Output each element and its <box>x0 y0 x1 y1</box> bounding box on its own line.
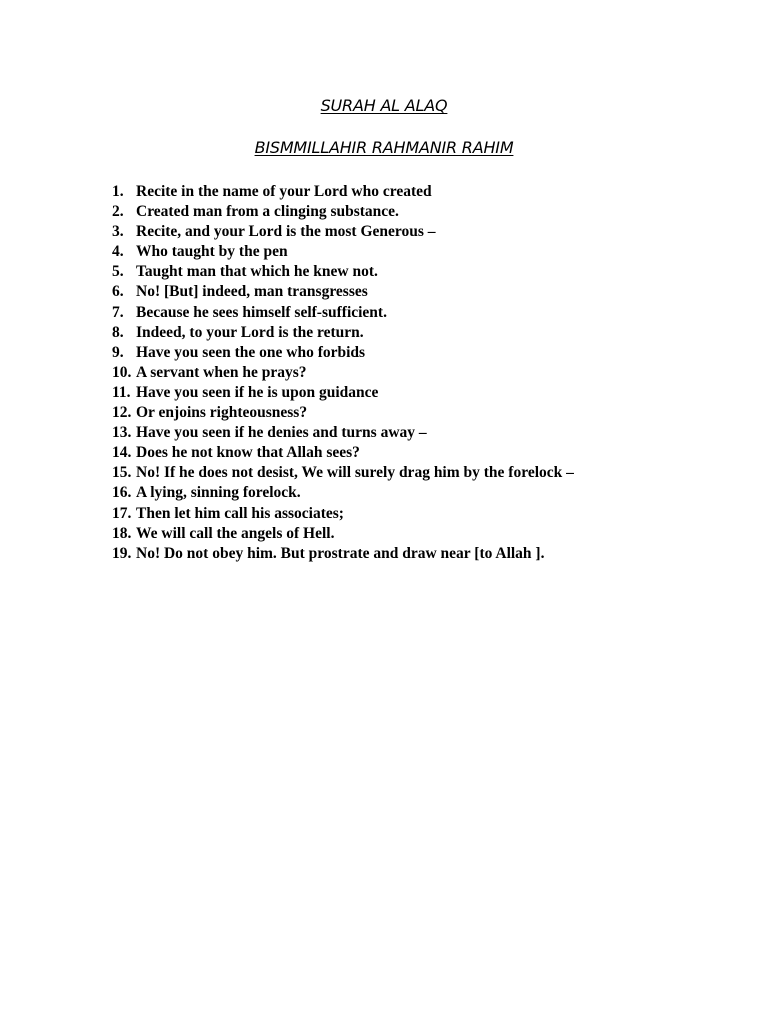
verse-text: We will call the angels of Hell. <box>136 524 335 542</box>
verse-number: 1. <box>112 183 124 200</box>
verse-item <box>112 443 732 463</box>
verse-text: Then let him call his associates; <box>136 504 344 522</box>
verse-item <box>112 182 732 202</box>
verse-item <box>112 222 732 242</box>
verse-list <box>112 182 732 564</box>
verse-text: A servant when he prays? <box>136 363 307 381</box>
verse-item <box>112 323 732 343</box>
verse-text: Recite, and your Lord is the most Generous – <box>136 223 436 241</box>
verse-number: 12. <box>112 404 132 422</box>
verse-item <box>112 483 732 503</box>
page-title: SURAH AL ALAQ <box>320 96 448 115</box>
verse-number: 2. <box>112 203 124 221</box>
verse-item <box>112 403 732 423</box>
verse-text: A lying, sinning forelock. <box>136 484 301 502</box>
verse-item <box>112 343 732 363</box>
page-subtitle: BISMMILLAHIR RAHMANIR RAHIM <box>254 138 514 157</box>
verse-item <box>112 383 732 403</box>
verse-number: 19. <box>112 544 132 562</box>
verse-number: 17. <box>112 504 132 522</box>
verse-text: Because he sees himself self-sufficient. <box>136 303 387 321</box>
verse-item <box>112 544 732 564</box>
verse-item <box>112 423 732 443</box>
verse-item <box>112 363 732 383</box>
verse-text: Created man from a clinging substance. <box>136 203 399 221</box>
verse-number: 15. <box>112 464 132 482</box>
verse-number: 5. <box>112 263 124 281</box>
verse-item <box>112 463 732 483</box>
verse-number: 9. <box>112 343 124 361</box>
verse-text: Or enjoins righteousness? <box>136 404 308 422</box>
verse-text: No! [But] indeed, man transgresses <box>136 283 368 301</box>
verse-number: 7. <box>112 303 124 321</box>
verse-number: 14. <box>112 444 132 462</box>
verse-number: 11. <box>112 383 131 401</box>
verse-item <box>112 303 732 323</box>
verse-number: 8. <box>112 323 124 341</box>
verse-item <box>112 262 732 282</box>
verse-number: 3. <box>112 223 124 241</box>
verse-text: Taught man that which he knew not. <box>136 263 378 281</box>
verse-number: 13. <box>112 424 132 442</box>
verse-text: Have you seen if he is upon guidance <box>136 383 379 401</box>
verse-item <box>112 242 732 262</box>
verse-item <box>112 282 732 302</box>
verse-text: Have you seen the one who forbids <box>136 343 366 361</box>
verse-item <box>112 504 732 524</box>
verse-text: Does he not know that Allah sees? <box>136 444 360 462</box>
verse-text: No! Do not obey him. But prostrate and draw near [to Allah ]. <box>136 544 545 562</box>
verse-number: 10. <box>112 363 132 381</box>
verse-text: Indeed, to your Lord is the return. <box>136 323 364 341</box>
verse-number: 18. <box>112 524 132 542</box>
verse-item <box>112 524 732 544</box>
verse-text: Recite in the name of your Lord who created <box>136 183 432 200</box>
verse-number: 4. <box>112 243 124 261</box>
verse-text: Have you seen if he denies and turns away – <box>136 424 427 442</box>
verse-text: No! If he does not desist, We will surely drag him by the forelock – <box>136 464 574 482</box>
verse-item <box>112 202 732 222</box>
verse-number: 6. <box>112 283 124 301</box>
verse-number: 16. <box>112 484 132 502</box>
verse-text: Who taught by the pen <box>136 243 288 261</box>
